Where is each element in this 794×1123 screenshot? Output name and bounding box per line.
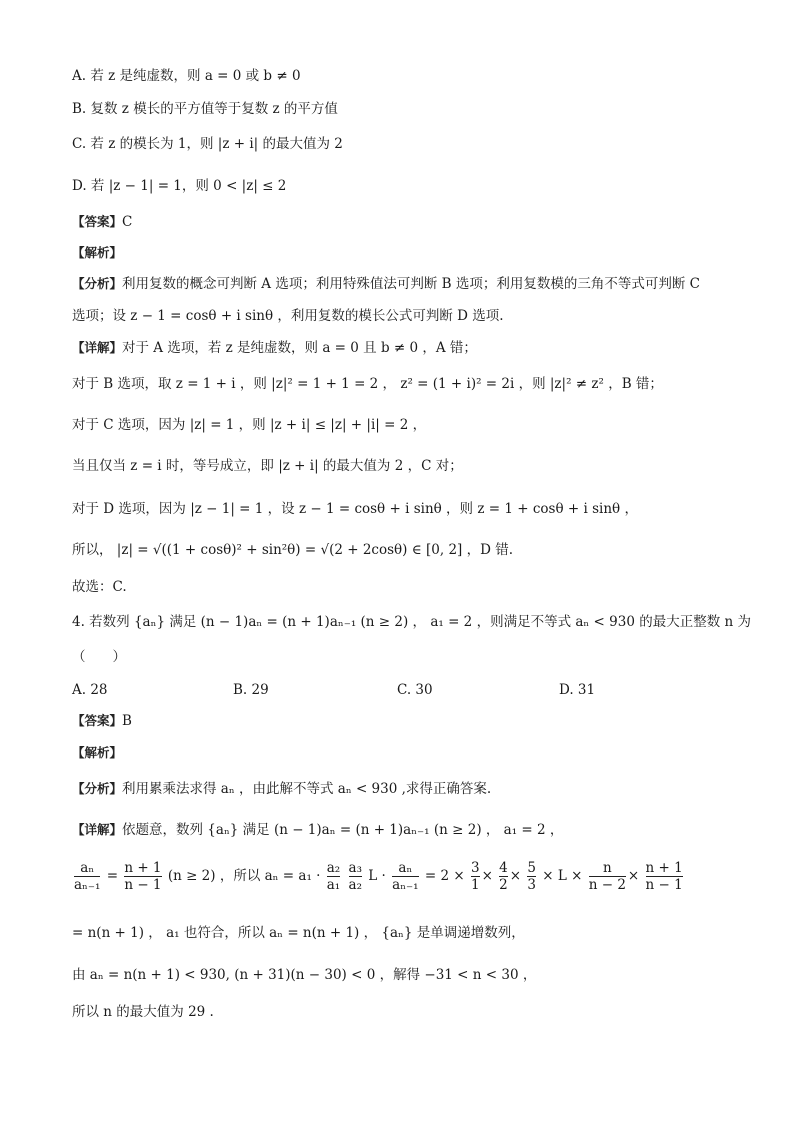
equation-text: × L × — [542, 868, 583, 884]
fraction — [471, 860, 480, 893]
q3-detail-a — [72, 338, 477, 358]
analysis-label: 【解析】 — [72, 245, 123, 260]
q4-conclusion: 所以 n 的最大值为 29 . — [72, 1004, 214, 1020]
equation-text: L · — [368, 868, 386, 884]
denominator: n − 1 — [645, 877, 683, 893]
fenxi-text: 利用累乘法求得 aₙ ，由此解不等式 aₙ < 930 ,求得正确答案. — [122, 781, 492, 797]
q3-detail-d2: 所以， |z| = √((1 + cosθ)² + sin²θ) = √(2 + 2cosθ) ∈ [0, 2] ，D 错. — [72, 542, 513, 558]
numerator: n + 1 — [645, 860, 683, 876]
fraction — [74, 860, 100, 893]
q3-detail-b: 对于 B 选项，取 z = 1 + i ，则 |z|² = 1 + 1 = 2 ， z² = (1 + i)² = 2i ，则 |z|² ≠ z² ，B 错； — [72, 376, 663, 392]
numerator: aₙ — [398, 860, 413, 876]
q3-detail-d1: 对于 D 选项，因为 |z − 1| = 1 ，设 z − 1 = cosθ + i sinθ ，则 z = 1 + cosθ + i sinθ ， — [72, 501, 638, 517]
fraction — [124, 860, 161, 893]
equation-text: = 2 × — [424, 868, 465, 884]
q3-option-a: A. 若 z 是纯虚数，则 a = 0 或 b ≠ 0 — [72, 68, 301, 84]
detail1-text: 依题意，数列 {aₙ} 满足 (n − 1)aₙ = (n + 1)aₙ₋₁ (n ≥ 2) ， a₁ = 2 ， — [122, 822, 564, 838]
q4-detail1 — [72, 820, 563, 840]
q4-answer — [72, 711, 132, 731]
numerator: n + 1 — [124, 860, 162, 876]
q4-option-a: A. 28 — [72, 682, 108, 698]
detail-a-text: 对于 A 选项，若 z 是纯虚数，则 a = 0 且 b ≠ 0 ，A 错； — [122, 340, 477, 356]
fraction — [392, 860, 418, 893]
numerator: 5 — [527, 860, 536, 876]
fraction — [327, 860, 340, 893]
q3-fenxi-line2: 选项；设 z − 1 = cosθ + i sinθ ，利用复数的模长公式可判断 D 选项. — [72, 308, 504, 324]
xiangjie-label: 【详解】 — [72, 340, 123, 355]
numerator: 4 — [499, 860, 508, 876]
denominator: n − 1 — [124, 877, 162, 893]
numerator: n — [602, 860, 612, 876]
equation-text: = — [106, 868, 119, 884]
denominator: 2 — [499, 877, 508, 893]
q3-conclusion: 故选：C. — [72, 579, 127, 595]
xiangjie-label: 【详解】 — [72, 822, 123, 837]
q4-option-d: D. 31 — [559, 682, 596, 698]
numerator: a₃ — [348, 860, 362, 876]
denominator: a₂ — [348, 877, 362, 893]
answer-label: 【答案】 — [72, 214, 123, 229]
q3-analysis-label — [72, 243, 122, 263]
q4-stem-line2: （ ） — [72, 649, 126, 665]
fraction — [499, 860, 508, 893]
fenxi-text: 利用复数的概念可判断 A 选项；利用特殊值法可判断 B 选项；利用复数模的三角不等式可判断 C — [122, 276, 700, 292]
denominator: 1 — [470, 877, 480, 893]
answer-value: C — [122, 214, 133, 230]
q4-fraction-equation: $\frac{\text{aₙ}}{\text{aₙ₋₁}}$ = $\frac{n + 1}{n - 1}$ (n ≥ 2) ，所以 aₙ = a₁ · $\frac{\text{a₂}}{\text{a₁}}$ $\frac{\text{a₃}}{\text{a₂}}$ L · $\frac{\text{aₙ}}{\text{aₙ₋₁}}$ = 2 × $\frac{3}{1}$ × $\frac{4}{2}$ × $\frac{5}{3}$ × L × $\frac{n}{n - 2}$ × $\frac{n + 1}{n - 1}$ — [74, 860, 683, 893]
answer-value: B — [122, 713, 132, 729]
q4-option-c: C. 30 — [397, 682, 433, 698]
denominator: a₁ — [326, 877, 341, 893]
q3-answer — [72, 212, 132, 232]
q3-fenxi-line1 — [72, 274, 700, 294]
q4-option-b: B. 29 — [233, 682, 269, 698]
answer-label: 【答案】 — [72, 713, 123, 728]
numerator: 3 — [470, 860, 480, 876]
q3-detail-c2: 当且仅当 z = i 时，等号成立，即 |z + i| 的最大值为 2 ，C 对； — [72, 458, 463, 474]
q3-detail-c1: 对于 C 选项，因为 |z| = 1 ，则 |z + i| ≤ |z| + |i| = 2 ， — [72, 417, 427, 433]
q3-option-c: C. 若 z 的模长为 1，则 |z + i| 的最大值为 2 — [72, 136, 343, 152]
analysis-label: 【解析】 — [72, 745, 123, 760]
equation-text: (n ≥ 2) ，所以 aₙ = a₁ · — [167, 868, 321, 884]
denominator: n − 2 — [588, 877, 626, 893]
fenxi-label: 【分析】 — [72, 276, 123, 291]
fraction — [589, 860, 626, 893]
denominator: aₙ₋₁ — [392, 877, 419, 893]
denominator: 3 — [527, 877, 536, 893]
q4-fenxi — [72, 779, 491, 799]
fraction — [646, 860, 683, 893]
q4-detail3: = n(n + 1) ， a₁ 也符合，所以 aₙ = n(n + 1) ， {aₙ} 是单调递增数列， — [72, 925, 525, 941]
fenxi-label: 【分析】 — [72, 781, 123, 796]
q4-detail4: 由 aₙ = n(n + 1) < 930, (n + 31)(n − 30) < 0 ，解得 −31 < n < 30 ， — [72, 967, 537, 983]
numerator: aₙ — [80, 860, 95, 876]
fraction — [349, 860, 362, 893]
denominator: aₙ₋₁ — [74, 877, 101, 893]
q3-option-b: B. 复数 z 模长的平方值等于复数 z 的平方值 — [72, 101, 338, 117]
numerator: a₂ — [326, 860, 341, 876]
q3-option-d: D. 若 |z − 1| = 1，则 0 < |z| ≤ 2 — [72, 178, 287, 194]
q4-stem-line1: 4. 若数列 {aₙ} 满足 (n − 1)aₙ = (n + 1)aₙ₋₁ (n ≥ 2) ， a₁ = 2 ，则满足不等式 aₙ < 930 的最大正整数 n 为 — [72, 614, 751, 630]
fraction — [527, 860, 536, 893]
q4-analysis-label — [72, 743, 122, 763]
